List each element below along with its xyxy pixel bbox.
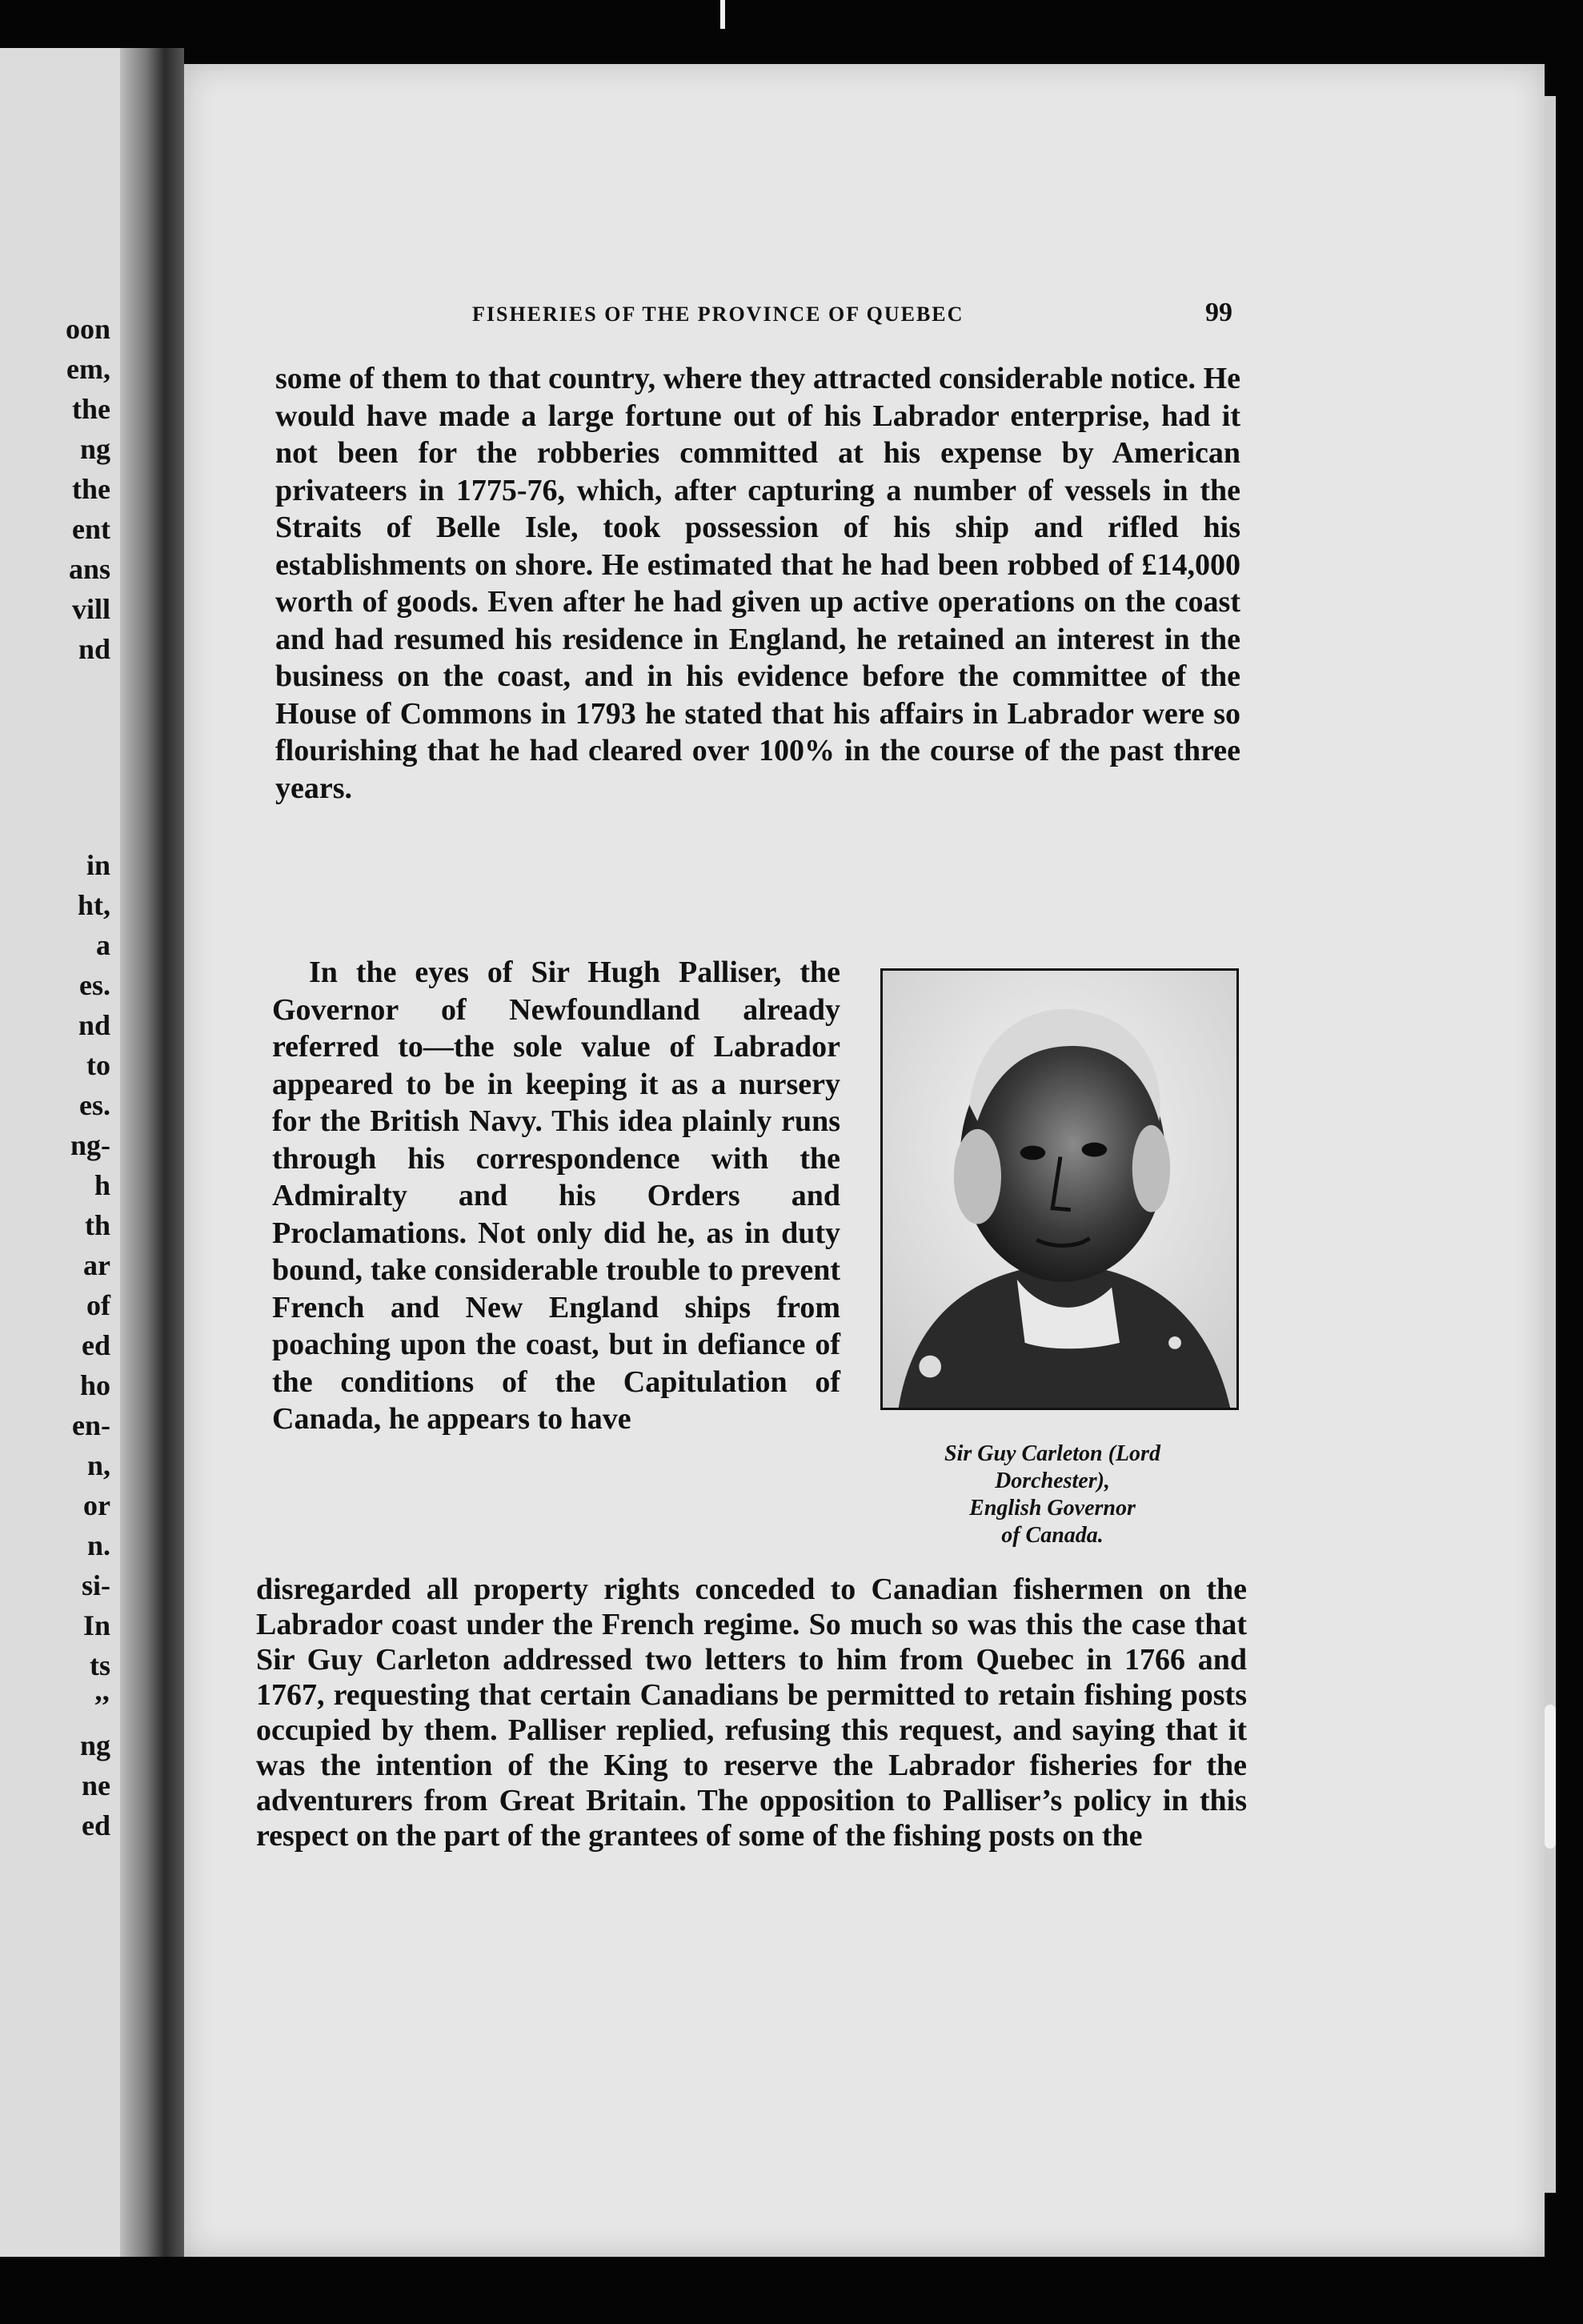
paragraph-2: In the eyes of Sir Hugh Palliser, the Governor of Newfoundland already referred to—the sole value of Labrador appeared to be in keeping it as a nursery for the British Navy. This idea plainly runs through his correspondence with the Admiralty and his Orders and Proclamations. Not only did he, as in duty bound, take considerable trouble to prevent French and New England ships from poaching upon the coast, but in defiance of the conditions of the Capitulation of Canada, he appears to have xyxy=(272,956,840,1436)
portrait-caption xyxy=(856,1440,1248,1549)
left-page-fragment: ho xyxy=(79,1369,110,1401)
right-page-edge xyxy=(1545,96,1556,2193)
left-page-fragment: In xyxy=(82,1609,110,1641)
left-page-fragment: ’’ xyxy=(93,1689,110,1721)
left-page-fragment: ts xyxy=(90,1649,110,1681)
left-page-fragment: in xyxy=(86,849,110,881)
book-gutter xyxy=(120,48,184,2257)
caption-line-4: of Canada. xyxy=(1001,1523,1104,1548)
left-page-fragment: vill xyxy=(71,593,110,625)
left-page-fragment: nd xyxy=(78,1009,110,1041)
scan-speck xyxy=(1545,1705,1556,1849)
left-page-fragment: ng xyxy=(79,433,110,465)
portrait-image xyxy=(883,971,1236,1408)
page-number: 99 xyxy=(1205,298,1232,327)
left-page-fragment: ans xyxy=(68,553,110,585)
left-page-fragment: ed xyxy=(82,1809,110,1841)
left-page-fragment: es. xyxy=(79,1089,110,1121)
running-title: FISHERIES OF THE PROVINCE OF QUEBEC xyxy=(472,303,964,326)
left-page-fragment: oon xyxy=(65,313,110,345)
left-page-fragment: n, xyxy=(86,1449,110,1481)
left-page-fragment: h xyxy=(94,1169,110,1201)
left-page-fragment: ed xyxy=(82,1329,110,1361)
caption-line-3: English Governor xyxy=(969,1496,1136,1521)
left-page-fragment: n. xyxy=(86,1529,110,1561)
left-page-fragment: the xyxy=(72,393,110,425)
paragraph-1: some of them to that country, where they attracted considerable notice. He would have made a large fortune out of his Labrador enterprise, had it not been for the robberies committed at his expense by American privateers in 1775-76, which, after capturing a number of vessels in the Straits of Belle Isle, took possession of his ship and rifled his establishments on shore. He estimated that he had been robbed of £14,000 worth of goods. Even after he had given up active operations on the coast and had resumed his residence in England, he retained an interest in the business on the coast, and in his evidence before the committee of the House of Commons in 1793 he stated that his affairs in Labrador were so flourishing that he had cleared over 100% in the course of the past three years. xyxy=(275,362,1240,805)
left-page-fragment: es. xyxy=(79,969,110,1001)
left-page-fragment: ent xyxy=(72,513,110,545)
left-page-fragment: ht, xyxy=(77,889,110,921)
left-page-fragment: nd xyxy=(78,633,110,665)
left-page-fragment: th xyxy=(84,1209,110,1241)
left-page-edge xyxy=(0,48,120,2257)
left-page-fragment: ar xyxy=(83,1249,110,1281)
left-page-fragment: or xyxy=(83,1489,110,1521)
portrait-photo xyxy=(880,968,1239,1410)
left-page-fragment: en- xyxy=(72,1409,110,1441)
left-page-fragment: a xyxy=(96,929,110,961)
paragraph-3: disregarded all property rights conceded to Canadian fishermen on the Labrador coast under the French regime. So much so was this the case that Sir Guy Carleton addressed two letters to him from Quebec in 1766 and 1767, requesting that certain Canadians be permitted to retain fishing posts occupied by them. Palliser replied, refusing this request, and saying that it was the intention of the King to reserve the Labrador fisheries for the adventurers from Great Britain. The opposition to Palliser’s policy in this respect on the part of the grantees of some of the fishing posts on the xyxy=(256,1573,1247,1853)
scan-speck xyxy=(720,0,725,29)
caption-line-2: Dorchester), xyxy=(995,1469,1110,1493)
left-page-fragment: the xyxy=(72,473,110,505)
left-page-fragment: ng xyxy=(79,1729,110,1761)
left-page-fragment: to xyxy=(86,1049,110,1081)
left-page-fragment: ng- xyxy=(70,1129,110,1161)
left-page-fragment: si- xyxy=(82,1569,110,1601)
left-page-fragment: em, xyxy=(66,353,110,385)
left-page-fragment: ne xyxy=(82,1769,110,1801)
left-page-fragment: of xyxy=(86,1289,110,1321)
caption-line-1: Sir Guy Carleton (Lord xyxy=(944,1441,1160,1466)
